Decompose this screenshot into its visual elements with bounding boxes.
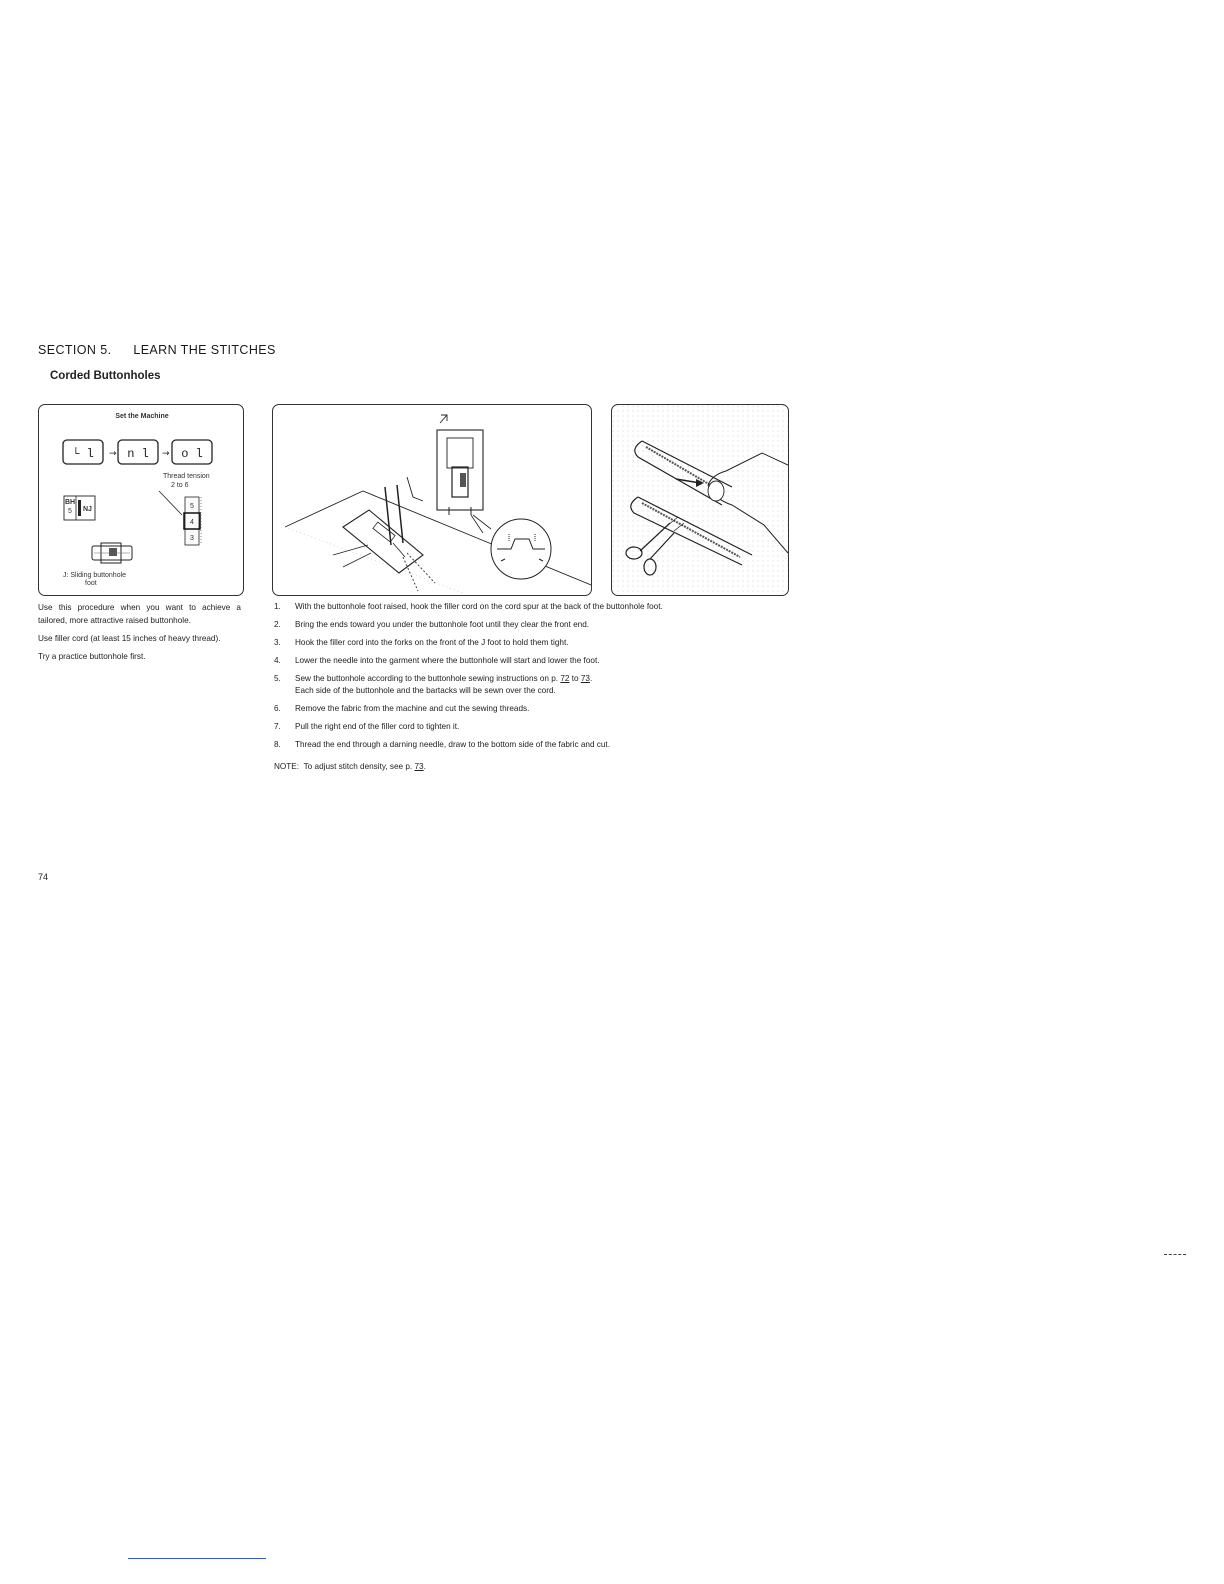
dial-value-5: 5 — [190, 503, 194, 510]
arrow-icon: → — [109, 449, 117, 459]
cord-drawing — [612, 405, 789, 596]
step-item — [274, 721, 794, 733]
step-item — [274, 619, 794, 631]
display-code-2: n l — [127, 447, 149, 461]
step-item — [274, 637, 794, 649]
step-number: 3. — [274, 638, 281, 647]
set-machine-diagram — [39, 405, 244, 596]
display-code-1: └ l — [72, 447, 94, 461]
buttonhole-foot-illustration — [272, 404, 592, 596]
page-title: Corded Buttonholes — [50, 370, 161, 382]
arrow-icon: → — [162, 449, 170, 459]
page-ref-link[interactable]: 73 — [414, 762, 424, 771]
note-end: . — [423, 762, 426, 771]
section-name: LEARN THE STITCHES — [133, 343, 276, 357]
step-text: Thread the end through a darning needle, draw to the bottom side of the fabric and cut. — [295, 740, 610, 749]
scan-mark — [1164, 1254, 1186, 1255]
selector-bottom-label: 5 — [68, 508, 72, 515]
magnifier-icon — [473, 515, 551, 579]
step-item — [274, 703, 794, 715]
foot-drawing — [273, 405, 592, 596]
step-text-part: Sew the buttonhole according to the buttonhole sewing instructions on p. — [295, 674, 561, 683]
dial-value-3: 3 — [190, 535, 194, 542]
footer-rule — [128, 1558, 266, 1559]
set-machine-heading: Set the Machine — [115, 413, 169, 420]
step-number: 5. — [274, 674, 281, 683]
step-text: Lower the needle into the garment where the buttonhole will start and lower the foot. — [295, 656, 600, 665]
foot-top-view-icon — [437, 415, 483, 533]
foot-caption: J: Sliding buttonhole — [63, 572, 127, 579]
selector-top-label: BH — [65, 499, 76, 506]
step-number: 4. — [274, 656, 281, 665]
step-number: 2. — [274, 620, 281, 629]
tension-dial — [184, 497, 201, 545]
step-item — [274, 655, 794, 667]
step-number: 7. — [274, 722, 281, 731]
dial-value-4: 4 — [190, 519, 194, 526]
step-text-part: . — [589, 674, 593, 683]
selector-side-label: NJ — [83, 506, 92, 513]
page-number: 74 — [38, 872, 49, 882]
intro-text — [38, 601, 241, 668]
page-ref-link[interactable]: 72 — [560, 674, 570, 683]
filler-cord-paragraph: Use filler cord (at least 15 inches of heavy thread). — [38, 634, 221, 643]
display-code-3: o l — [181, 447, 203, 461]
step-text: Pull the right end of the filler cord to tighten it. — [295, 722, 460, 731]
display-box-1 — [63, 440, 103, 464]
tension-range: 2 to 6 — [171, 482, 189, 489]
note — [274, 761, 794, 773]
foot-caption-line2: foot — [85, 580, 97, 587]
step-item — [274, 673, 794, 697]
page-ref-link[interactable]: 73 — [580, 674, 590, 683]
step-text: Hook the filler cord into the forks on the front of the J foot to hold them tight. — [295, 638, 569, 647]
step-number: 8. — [274, 740, 281, 749]
section-label: SECTION 5. — [38, 343, 112, 357]
tension-label: Thread tension — [163, 473, 210, 480]
set-machine-panel — [38, 404, 244, 596]
display-box-2 — [118, 440, 158, 464]
step-text — [295, 673, 794, 697]
step-number: 6. — [274, 704, 281, 713]
step-text: Bring the ends toward you under the buttonhole foot until they clear the front end. — [295, 620, 590, 629]
display-box-3 — [172, 440, 212, 464]
step-text-part: to — [569, 674, 581, 683]
step-item — [274, 739, 794, 751]
pattern-selector — [64, 496, 95, 520]
note-text: To adjust stitch density, see p. — [303, 762, 415, 771]
cord-scissors-illustration — [611, 404, 789, 596]
section-header — [38, 343, 294, 357]
note-label: NOTE: — [274, 762, 300, 771]
steps-list — [274, 601, 794, 773]
step-item — [274, 601, 794, 613]
step-text: With the buttonhole foot raised, hook the filler cord on the cord spur at the back of the buttonhole foot. — [295, 602, 663, 611]
intro-paragraph: Use this procedure when you want to achieve a tailored, more attractive raised buttonhole. — [38, 603, 241, 625]
sliding-buttonhole-foot-icon — [92, 543, 132, 563]
step-text: Remove the fabric from the machine and cut the sewing threads. — [295, 704, 530, 713]
practice-paragraph: Try a practice buttonhole first. — [38, 652, 146, 661]
step-text-line2: Each side of the buttonhole and the bartacks will be sewn over the cord. — [295, 686, 556, 695]
step-number: 1. — [274, 602, 281, 611]
